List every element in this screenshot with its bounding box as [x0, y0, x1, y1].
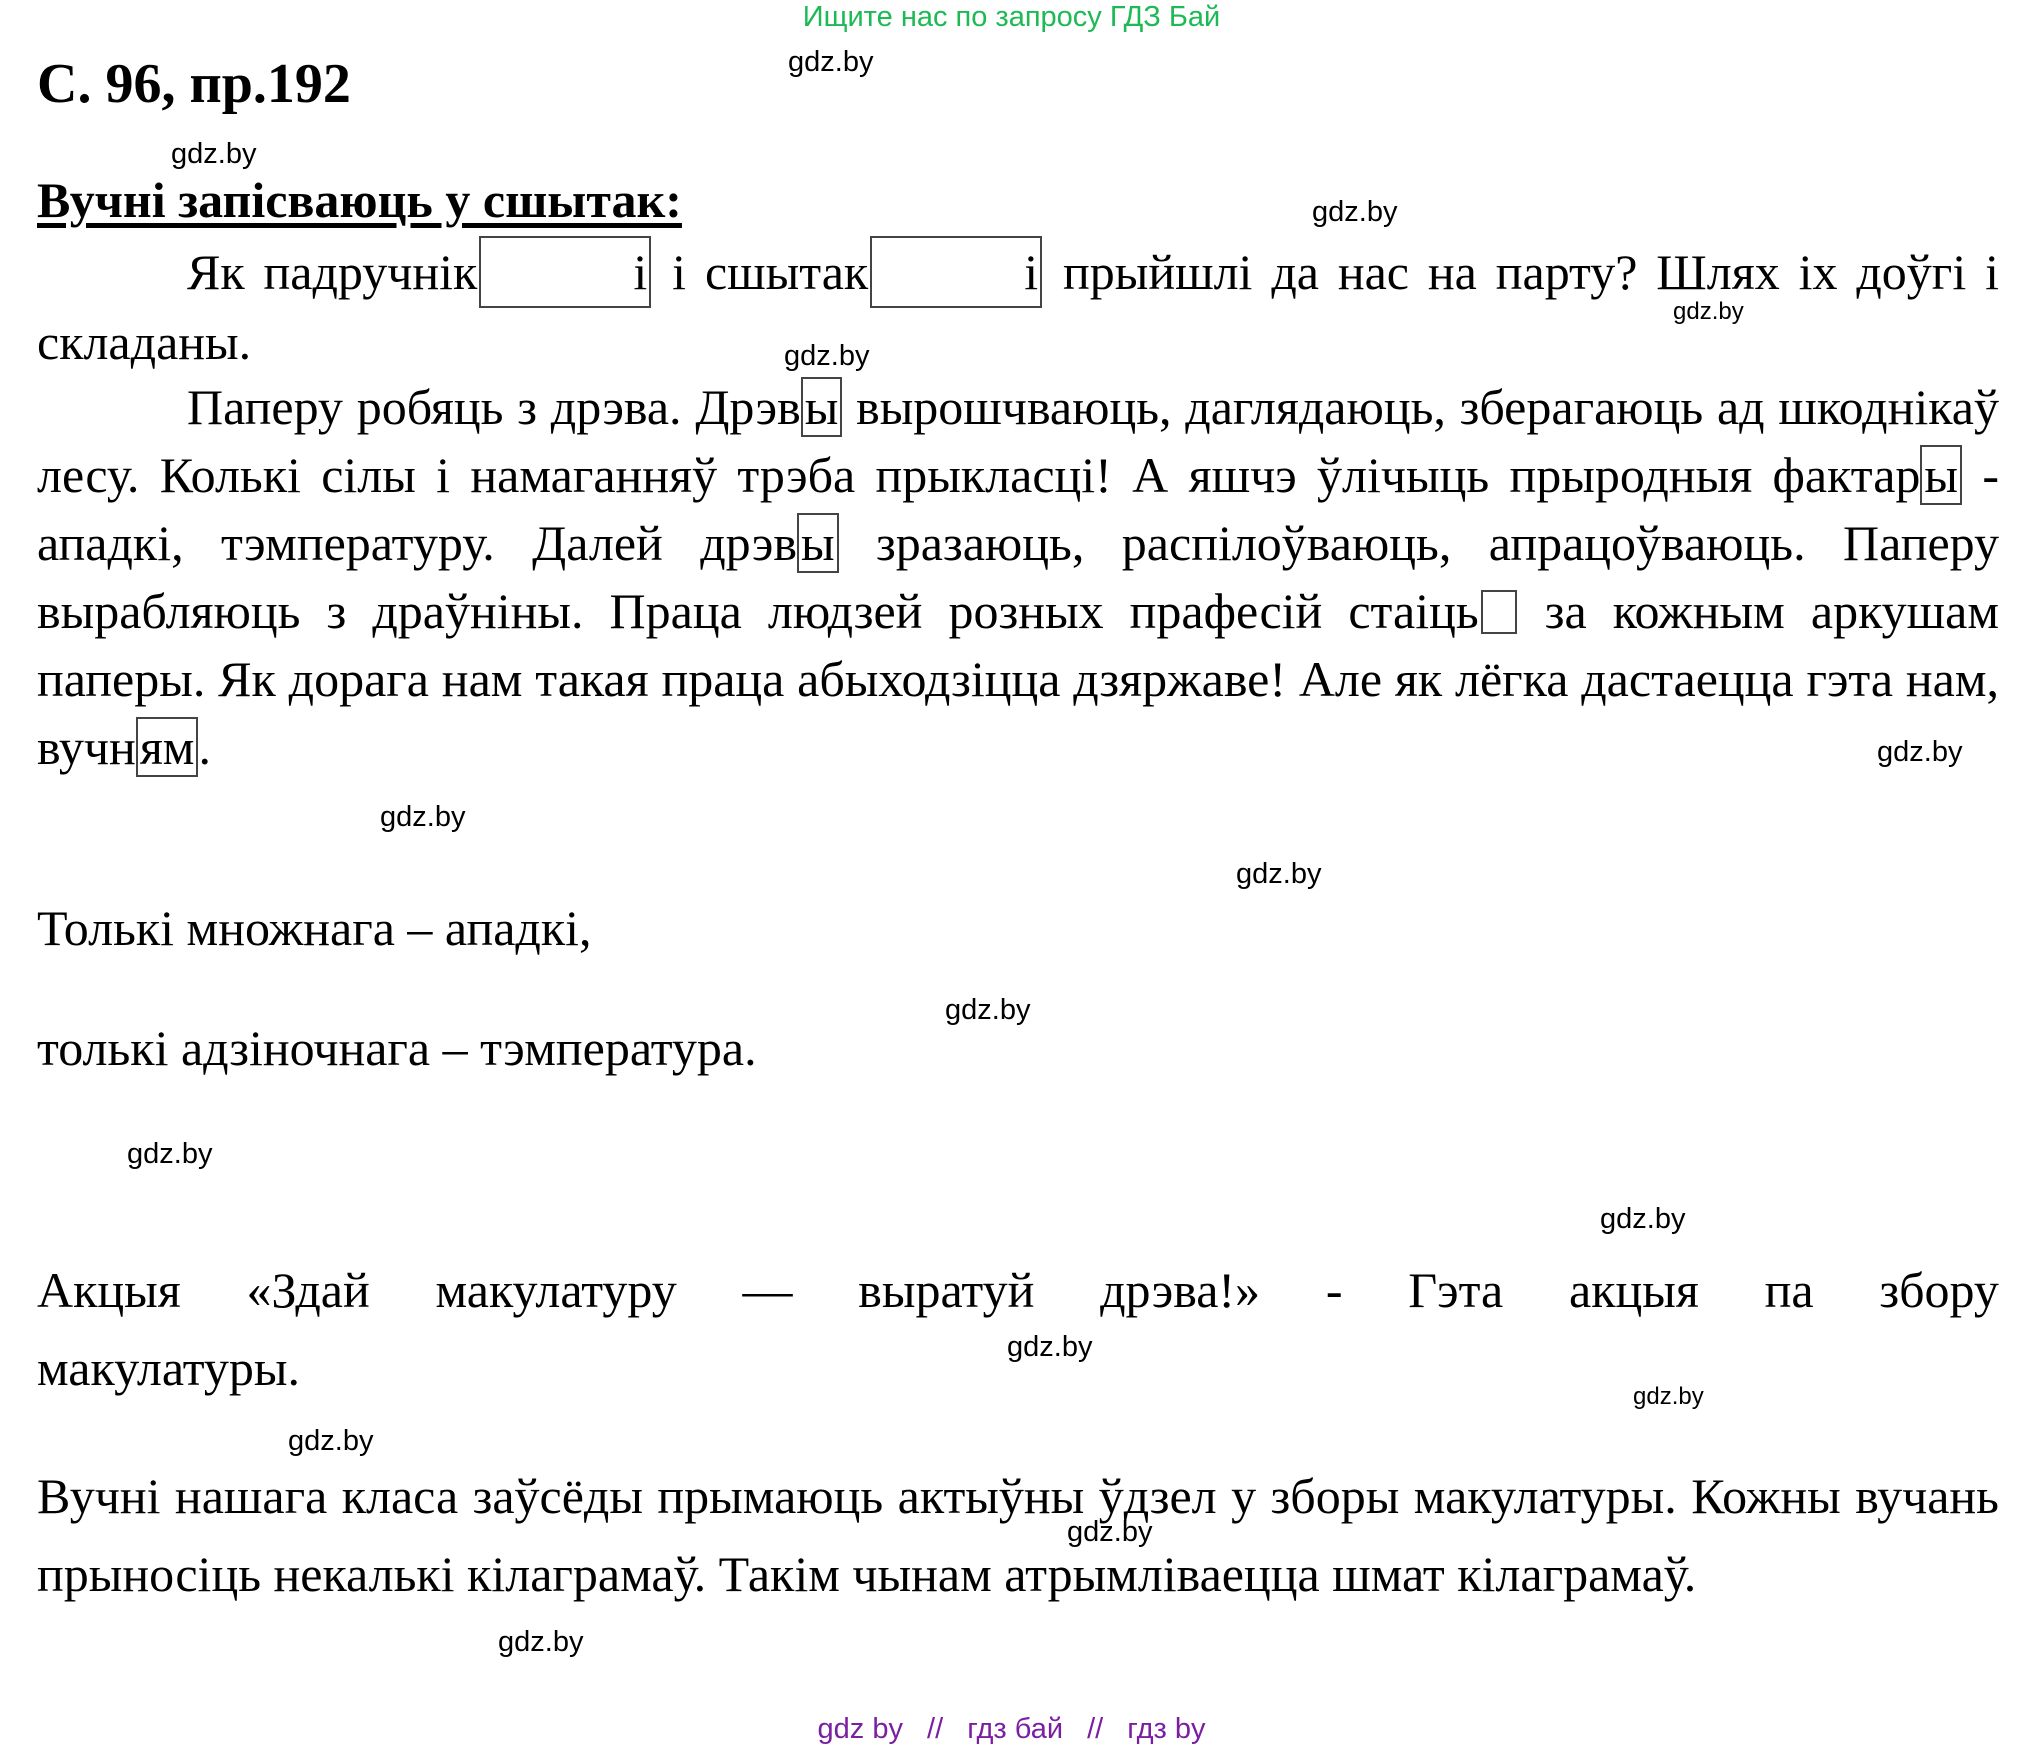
campaign-word: Гэта — [1408, 1262, 1504, 1318]
watermark: gdz.by — [1007, 1331, 1093, 1363]
para2-text-5: за кожным аркушам паперы. Як дорага нам такая праца абыходзіцца дзяржаве! Але як лёгка дастаецца гэта нам, вучн — [37, 583, 1999, 775]
para1-text-2: і сшытак — [653, 244, 869, 300]
watermark: gdz.by — [1600, 1203, 1686, 1235]
para1-text-3: прыйшлі да нас на парту? Шлях іх доўгі і складаны. — [37, 244, 1999, 370]
para2-text-3: - ападкі, тэмпературу. Далей дрэв — [37, 447, 1999, 571]
top-banner[interactable]: Ищите нас по запросу ГДЗ Бай — [802, 1, 1221, 33]
watermark: gdz.by — [1067, 1516, 1153, 1548]
campaign-word: макулатуру — [435, 1262, 677, 1318]
watermark: gdz.by — [1877, 736, 1963, 768]
highlighted-ending: і — [870, 236, 1042, 308]
campaign-word: — — [742, 1262, 793, 1318]
watermark: gdz.by — [788, 46, 874, 78]
campaign-word: «Здай — [246, 1262, 370, 1318]
footer-separator: // — [1087, 1713, 1104, 1745]
para1-text-1: Як падручнік — [187, 244, 478, 300]
campaign-word: выратуй — [858, 1262, 1035, 1318]
watermark: gdz.by — [171, 138, 257, 170]
footer-link[interactable]: gdz by — [817, 1713, 903, 1745]
campaign-word: дрэва!» — [1100, 1262, 1261, 1318]
watermark: gdz.by — [945, 994, 1031, 1026]
highlighted-ending: ы — [801, 377, 843, 437]
campaign-word: па — [1764, 1262, 1814, 1318]
watermark: gdz.by — [784, 340, 870, 372]
campaign-word: акцыя — [1569, 1262, 1699, 1318]
exercise-subtitle: Вучні запісваюць у сшытак: — [37, 172, 682, 228]
watermark: gdz.by — [1236, 858, 1322, 890]
paragraph-paper — [37, 373, 1999, 781]
page-title: С. 96, пр.192 — [37, 53, 351, 115]
watermark: gdz.by — [127, 1138, 213, 1170]
campaign-word: Акцыя — [37, 1262, 181, 1318]
campaign-line — [37, 1260, 1999, 1320]
footer-link[interactable]: гдз by — [1127, 1713, 1206, 1745]
watermark: gdz.by — [498, 1626, 584, 1658]
para2-text-2: вырошчваюць, даглядаюць, зберагаюць ад шкоднікаў лесу. Колькі сілы і намаганняў трэба прыкласці! А яшчэ ўлічыць прыродныя фактар — [37, 379, 1999, 503]
campaign-word: - — [1325, 1262, 1343, 1318]
watermark: gdz.by — [1312, 196, 1398, 228]
empty-box — [1481, 590, 1517, 634]
campaign-word: збору — [1879, 1262, 1999, 1318]
campaign-tail: макулатуры. — [37, 1340, 301, 1396]
watermark: gdz.by — [288, 1425, 374, 1457]
footer-links — [0, 1712, 2023, 1746]
para2-text-1: Паперу робяць з дрэва. Дрэв — [187, 379, 801, 435]
highlighted-ending: ы — [1920, 445, 1962, 505]
footer-separator: // — [927, 1713, 944, 1745]
paragraph-class: Вучні нашага класа заўсёды прымаюць актыўны ўдзел у зборы макулатуры. Кожны вучань прыносіць некалькі кілаграмаў. Такім чынам атрымліваецца шмат кілаграмаў. — [37, 1468, 1999, 1602]
singular-note: толькі адзіночнага – тэмпература. — [37, 1020, 757, 1076]
highlighted-ending: ы — [797, 513, 839, 573]
watermark: gdz.by — [1633, 1383, 1704, 1410]
plural-note: Толькі множнага – ападкі, — [37, 900, 592, 956]
highlighted-ending: ям — [136, 717, 199, 777]
para2-text-4: зразаюць, распілоўваюць, апрацоўваюць. Паперу вырабляюць з драўніны. Праца людзей розных прафесій стаіць — [37, 515, 1999, 639]
watermark: gdz.by — [1673, 298, 1744, 325]
footer-link[interactable]: гдз бай — [967, 1713, 1064, 1745]
para2-text-6: . — [198, 719, 211, 775]
highlighted-ending: і — [479, 236, 651, 308]
watermark: gdz.by — [380, 801, 466, 833]
